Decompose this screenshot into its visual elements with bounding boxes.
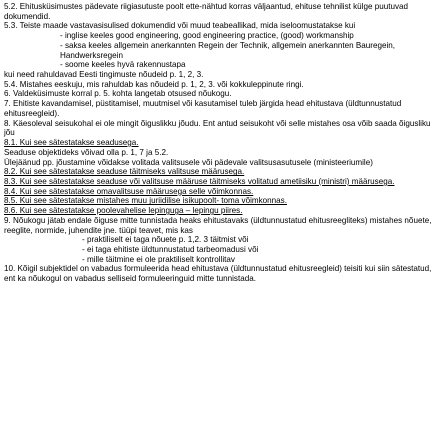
paragraph: 5.2. Ehitusküsimustes pädevate riigiasutuste poolt ette-nähtud korras väljaantud, ehituse tehnilist külge puutuvad dokumendid. [4,2,409,21]
paragraph-underlined: 8.4. Kui see sätestatakse omavalitsuse määrusega selle võimkonnas. [4,186,254,196]
paragraph: Seaduse objektideks võivad olla p. 1, 7 ja 5.2. [4,147,169,157]
paragraph: 5.4. Mistahes eeskuju, mis rahuldab kas nõudeid p. 1, 2, 3. või kokkuleppinute ringi. [4,79,304,89]
list-item: - ei taga ehitiste üldtunnustatud tarbeomadusi või [82,244,259,254]
paragraph: kui need rahuldavad Eesti tingimuste nõudeid p. 1, 2, 3. [4,70,204,80]
paragraph-underlined: 8.2. Kui see sätestatakse seaduse täitmiseks valitsuse määrusega. [4,167,245,177]
paragraph-underlined: 8.3. Kui see sätestatakse seaduse või valitsuse määruse täitmiseks volitatud ametiisiku (ministri) määrusega. [4,176,395,186]
paragraph: 10. Kõigil subjektidel on vabadus formuleerida head ehitustava (üldtunnustatud ehitusreegleid) teisiti kui siin sätestatud, ent ka nõukogul on vabadus selliseid formuleeringuid mitte tunnistada. [4,264,432,284]
paragraph-underlined: 8.5. Kui see sätestatakse mistahes muu juriidilise isikupoolt- toma võimkonnas. [4,196,287,206]
paragraph: 7. Ehitiste kavandamisel, püstitamisel, muutmisel või kasutamisel tuleb järgida head ehitustava (üldtunnustatud ehitusreegleid). [4,99,402,118]
paragraph-underlined: 8.1. Kui see sätestatakse seadusega. [4,138,139,148]
list-item: - praktiliselt ei taga nõuete p. 1,2. 3 täitmist või [82,235,249,245]
paragraph: Ülejäänud pp. jõustamine võidakse volitada valitsusele või pädevale valitsusasutusele (ministeeriumile) [4,157,373,167]
list-item: - mille täitmine ei ole praktiliselt kontrollitav [82,254,235,264]
paragraph: 8. Käesoleval seisukohal ei ole mingit õiguslikku jõudu. Ent antud seisukoht või selle mistahes osa võib saada õigusliku jõu [4,118,431,138]
paragraph-underlined: 8.6. Kui see sätestatakse poolevahelise lepinguga – lepingu piires. [4,206,243,216]
paragraph: 9. Nõukogu jätab endale õiguse mitte tunnistada heaks ehitustavaks (üldtunnustatud ehitusreegliteks) mistahes nõuete, reeglite, normide, juhendite jne. tüüpi teavet, mis kas [4,215,432,235]
list-item: - saksa keeles allgemein anerkannten Regein der Technik, allgemein anerkannten Bauregein, Handwerksregein [60,40,396,60]
paragraph: 5.3. Teiste maade vastavasisulised dokumendid või muud teabeallikad, mida iseloomustatakse kui [4,21,356,31]
paragraph: 6. Valdeküsimuste korral p. 5. kohta langetab otsused nõukogu. [4,89,232,99]
list-item: - soome keeles hyvä rakennustapa [60,60,186,70]
list-item: - inglise keeles good engineering, good engineering practice, (good) workmanship [60,31,354,41]
